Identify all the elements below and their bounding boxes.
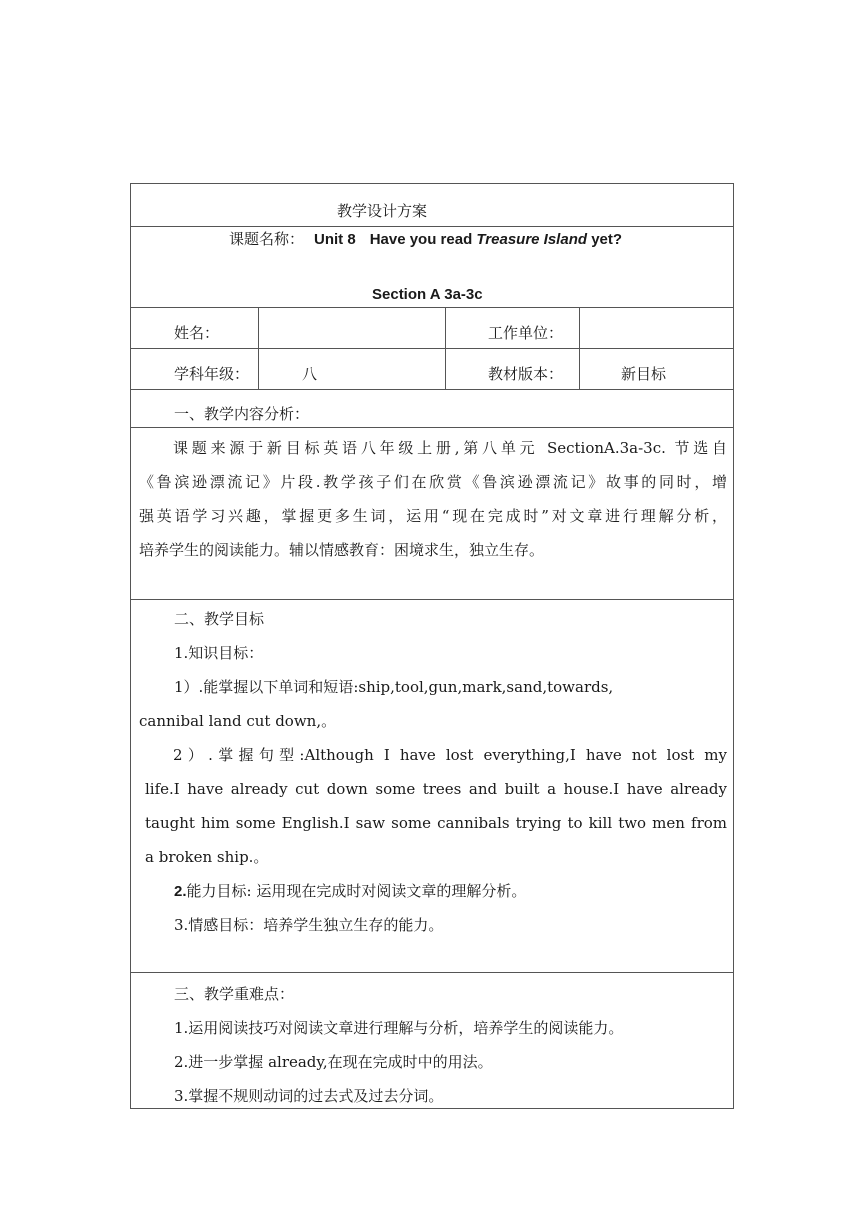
topic-pre: Have you read <box>369 231 477 248</box>
emotion-goal: 3.情感目标：培养学生独立生存的能力。 <box>174 916 444 934</box>
difficulty-item-2: 2.进一步掌握 already,在现在完成时中的用法。 <box>174 1053 493 1071</box>
name-label-cell <box>131 308 259 348</box>
edition-value-cell <box>580 349 733 389</box>
difficulty-item-3: 3.掌握不规则动词的过去式及过去分词。 <box>174 1087 444 1105</box>
knowledge-item-2-line-1: 2）.掌握句型:Although I have lost everything,I have not lost my <box>173 746 727 764</box>
knowledge-item-2-line-2: life.I have already cut down some trees and built a house.I have already <box>145 780 727 798</box>
name-value-cell <box>259 308 446 348</box>
grade-value-cell <box>259 349 446 389</box>
analysis-heading: 一、教学内容分析： <box>174 405 310 423</box>
difficulties-heading: 三、教学重难点： <box>174 985 295 1003</box>
work-label: 工作单位： <box>488 324 564 342</box>
goals-row <box>131 600 733 973</box>
topic-post: yet? <box>587 231 623 248</box>
topic-line <box>229 229 622 250</box>
difficulties-row <box>131 973 733 1108</box>
topic-row <box>131 227 733 308</box>
work-label-cell <box>446 308 580 348</box>
ability-goal <box>174 881 526 902</box>
topic-label: 课题名称： <box>229 230 305 248</box>
topic-unit: Unit 8 <box>314 231 356 248</box>
topic-book: Treasure Island <box>476 231 588 248</box>
knowledge-item-2-line-3: taught him some English.I saw some cannibals trying to kill two men from <box>145 814 727 832</box>
name-label: 姓名： <box>174 324 220 342</box>
topic-section: Section A 3a-3c <box>372 286 483 303</box>
analysis-heading-row <box>131 390 733 428</box>
ability-goal-number: 2. <box>174 883 187 900</box>
analysis-content-row <box>131 428 733 600</box>
edition-label-cell <box>446 349 580 389</box>
knowledge-item-1b: cannibal land cut down,。 <box>139 712 337 730</box>
analysis-line-2: 《鲁滨逊漂流记》片段.教学孩子们在欣赏《鲁滨逊漂流记》故事的同时，增 <box>139 473 727 491</box>
grade-row <box>131 349 733 390</box>
analysis-line-4: 培养学生的阅读能力。辅以情感教育：困境求生，独立生存。 <box>139 541 545 559</box>
ability-goal-text: 能力目标: 运用现在完成时对阅读文章的理解分析。 <box>186 882 527 900</box>
knowledge-item-1a: 1）.能掌握以下单词和短语:ship,tool,gun,mark,sand,towards, <box>174 678 614 696</box>
edition-label: 教材版本： <box>488 365 564 383</box>
difficulty-item-1: 1.运用阅读技巧对阅读文章进行理解与分析，培养学生的阅读能力。 <box>174 1019 624 1037</box>
analysis-line-3: 强英语学习兴趣，掌握更多生词，运用“现在完成时”对文章进行理解分析， <box>139 507 727 525</box>
title-row <box>131 184 733 227</box>
grade-label-cell <box>131 349 259 389</box>
work-value-cell <box>580 308 733 348</box>
analysis-line-1: 课题来源于新目标英语八年级上册,第八单元 SectionA.3a-3c. 节选自 <box>173 439 727 457</box>
grade-value: 八 <box>302 365 318 383</box>
goals-heading: 二、教学目标 <box>174 610 265 628</box>
edition-value: 新目标 <box>621 365 667 383</box>
knowledge-item-2-line-4: a broken ship.。 <box>145 848 269 866</box>
name-row <box>131 308 733 349</box>
grade-label: 学科年级： <box>174 365 250 383</box>
page-title: 教学设计方案 <box>337 202 428 220</box>
knowledge-label: 1.知识目标： <box>174 644 264 662</box>
lesson-plan-table <box>130 183 734 1109</box>
